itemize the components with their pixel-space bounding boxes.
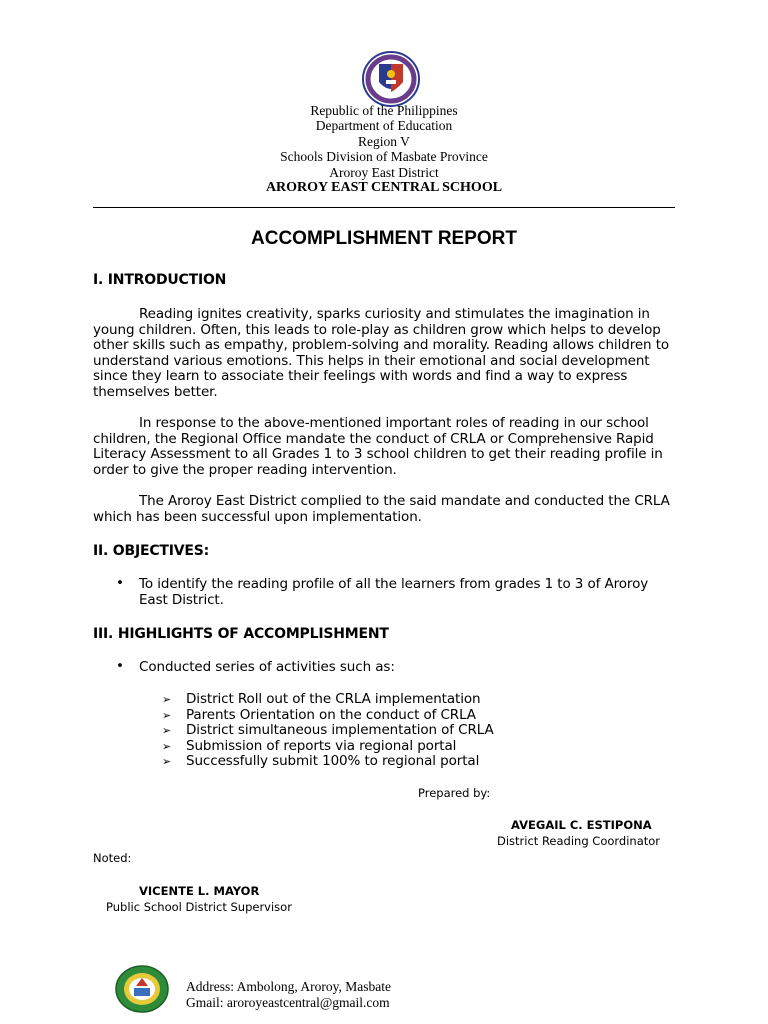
school-logo-icon (114, 964, 170, 1014)
header-divider (93, 207, 675, 208)
section-heading-objectives: II. OBJECTIVES: (93, 543, 210, 559)
footer-address: Address: Ambolong, Aroroy, Masbate (186, 979, 391, 994)
letterhead-line: Schools Division of Masbate Province (280, 149, 488, 165)
section-heading-highlights: III. HIGHLIGHTS OF ACCOMPLISHMENT (93, 626, 389, 642)
report-title: ACCOMPLISHMENT REPORT (251, 228, 517, 249)
noted-by-name: VICENTE L. MAYOR (139, 884, 260, 898)
prepared-by-label: Prepared by: (418, 786, 491, 800)
bullet-icon: • (116, 658, 124, 674)
arrow-bullet-icon: ➢ (162, 755, 172, 768)
highlights-intro: Conducted series of activities such as: (139, 659, 395, 675)
deped-seal-icon (357, 50, 425, 108)
arrow-bullet-icon: ➢ (162, 693, 172, 706)
activity-item: Successfully submit 100% to regional portal (186, 753, 480, 769)
letterhead-line: Aroroy East District (329, 164, 439, 180)
arrow-bullet-icon: ➢ (162, 724, 172, 737)
letterhead (0, 103, 768, 195)
noted-by-position: Public School District Supervisor (106, 900, 292, 914)
school-name: AROROY EAST CENTRAL SCHOOL (265, 180, 503, 196)
activity-item: Parents Orientation on the conduct of CRLA (186, 707, 476, 723)
intro-paragraph: In response to the above-mentioned important roles of reading in our school children, the Regional Office mandate the conduct of CRLA or Comprehensive Rapid Literacy Assessment to all Grades 1 to 3 school children to get their reading profile in order to give the proper reading intervention. (93, 415, 663, 478)
arrow-bullet-icon: ➢ (162, 709, 172, 722)
objective-item: To identify the reading profile of all the learners from grades 1 to 3 of Aroroy East District. (139, 576, 649, 608)
letterhead-line: Republic of the Philippines (310, 103, 458, 118)
intro-paragraph: The Aroroy East District complied to the said mandate and conducted the CRLA which has been successful upon implementation. (93, 493, 670, 525)
activity-item: District simultaneous implementation of CRLA (186, 722, 494, 738)
letterhead-line: Department of Education (315, 118, 453, 134)
bullet-icon: • (116, 575, 124, 591)
intro-paragraph: Reading ignites creativity, sparks curiosity and stimulates the imagination in young children. Often, this leads to role-play as children grow which helps to develop other skills such as empathy, problem-solving and morality. Reading allows children to understand various emotions. This helps in their emotional and social development since they learn to associate their feelings with words and find a way to express themselves better. (93, 306, 670, 400)
section-heading-introduction: I. INTRODUCTION (93, 272, 227, 288)
activity-item: District Roll out of the CRLA implementation (186, 691, 481, 707)
prepared-by-name: AVEGAIL C. ESTIPONA (511, 818, 652, 832)
noted-label: Noted: (93, 851, 132, 865)
activity-item: Submission of reports via regional portal (186, 738, 457, 754)
footer-email: Gmail: aroroyeastcentral@gmail.com (186, 995, 390, 1010)
letterhead-line: Region V (358, 133, 410, 149)
prepared-by-position: District Reading Coordinator (497, 834, 661, 848)
arrow-bullet-icon: ➢ (162, 740, 172, 753)
